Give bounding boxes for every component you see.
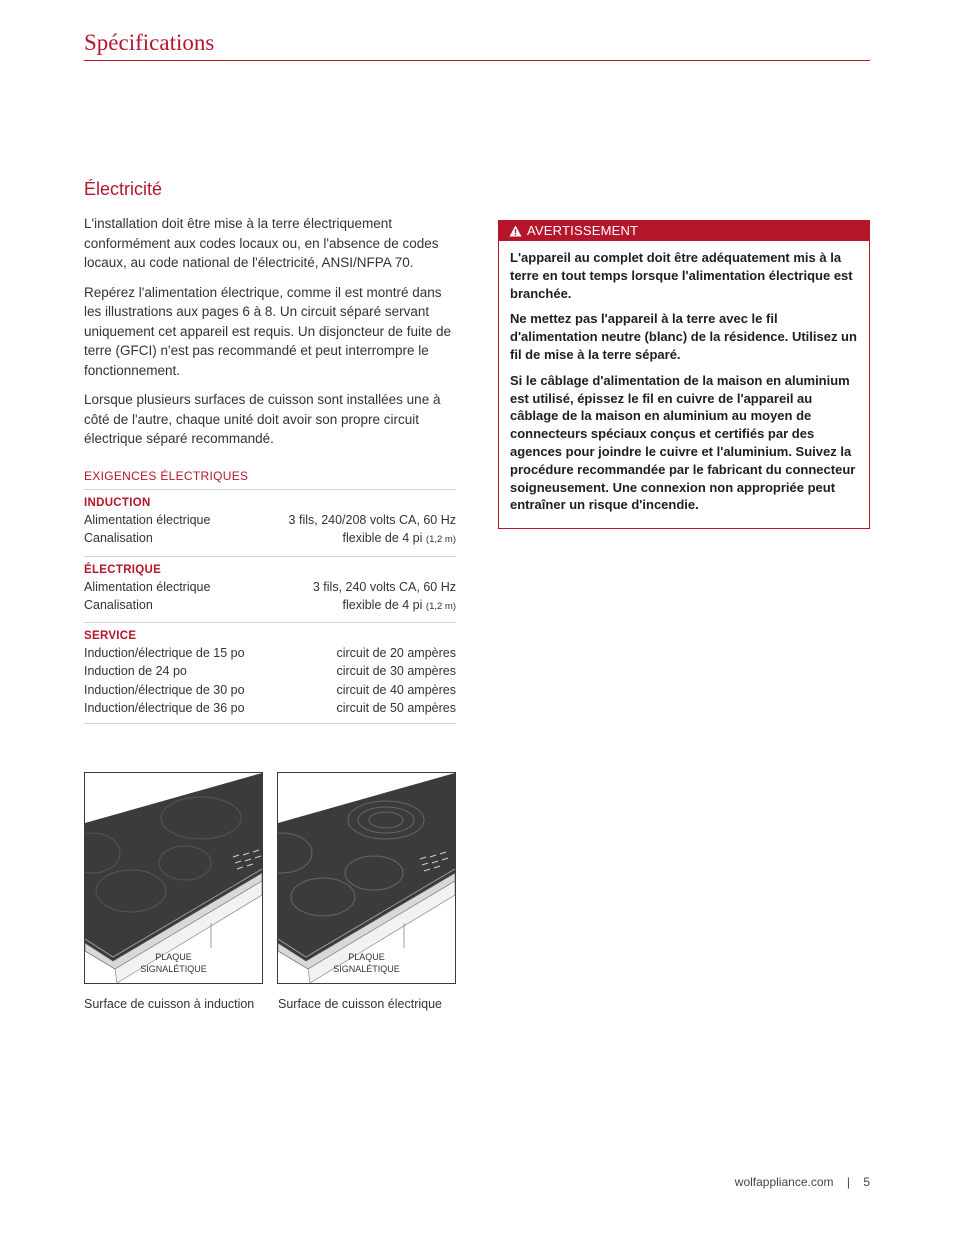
row-label: Alimentation électrique <box>84 513 211 527</box>
electric-group <box>84 557 456 624</box>
body-text <box>84 214 462 459</box>
table-row <box>84 529 456 549</box>
row-label: Induction de 24 po <box>84 664 187 679</box>
paragraph-grounding: L'installation doit être mise à la terre électriquement conformément aux codes locaux ou, en l'absence de codes locaux, au code national de l'électricité, ANSI/NFPA 70. <box>84 216 439 270</box>
warning-body <box>499 241 869 528</box>
row-note: (1,2 m) <box>425 534 456 546</box>
table-row <box>84 578 456 596</box>
footer-website-link[interactable]: wolfappliance.com <box>734 1175 834 1189</box>
group-title-electric: ÉLECTRIQUE <box>84 563 162 576</box>
page-footer <box>735 1175 870 1189</box>
page-title: Spécifications <box>84 30 215 55</box>
paragraph-power-location: Repérez l'alimentation électrique, comme il est montré dans les illustrations aux pages 6 à 8. Un circuit séparé servant uniquement cet appareil est requis. Un disjoncteur de fuite de terre (GFCI) n'est pas recommandé et peut interrompre le fonctionnement. <box>84 284 451 378</box>
induction-cooktop-figure <box>84 772 263 984</box>
nameplate-label: PLAQUE SIGNALÉTIQUE <box>140 952 207 974</box>
row-label: Canalisation <box>84 597 153 612</box>
warning-title: AVERTISSEMENT <box>527 223 639 238</box>
row-value: circuit de 30 ampères <box>336 664 456 679</box>
table-row <box>84 644 456 662</box>
paragraph-multiple-cooktops: Lorsque plusieurs surfaces de cuisson sont installées une à côté de l'autre, chaque unité doit avoir son propre circuit électrique séparé recommandé. <box>84 392 441 446</box>
row-value: flexible de 4 pi <box>342 531 423 546</box>
table-row <box>84 662 456 680</box>
warning-paragraph: L'appareil au complet doit être adéquatement mis à la terre en tout temps lorsque l'alimentation électrique est branchée. <box>510 250 853 301</box>
nameplate-label: PLAQUE SIGNALÉTIQUE <box>333 952 400 974</box>
row-value: circuit de 20 ampères <box>336 646 456 661</box>
warning-header <box>499 221 869 241</box>
group-title-service: SERVICE <box>84 630 137 643</box>
row-value-wrap <box>343 529 457 549</box>
warning-paragraph: Ne mettez pas l'appareil à la terre avec le fil d'alimentation neutre (blanc) de la résidence. Utilisez un fil de mise à la terre séparé. <box>510 311 857 362</box>
row-value: circuit de 40 ampères <box>336 682 456 697</box>
table-row <box>84 511 456 529</box>
warning-paragraph: Si le câblage d'alimentation de la maison en aluminium est utilisé, épissez le fil en cuivre de l'appareil au câblage de la maison en aluminium au moyen de connecteurs spéciaux conçus et certifiés par des agences pour joindre le cuivre et l'aluminium. Suivez la procédure recommandée par le fabricant du connecteur soigneusement. Une connexion non appropriée peut entraîner un risque d'incendie. <box>510 372 856 513</box>
row-value: 3 fils, 240 volts CA, 60 Hz <box>312 579 456 594</box>
electric-cooktop-figure <box>277 772 456 984</box>
requirements-heading: EXIGENCES ÉLECTRIQUES <box>84 469 456 490</box>
row-label: Canalisation <box>84 531 153 546</box>
row-value-wrap <box>343 596 457 616</box>
row-label: Induction/électrique de 15 po <box>84 646 245 661</box>
figure-caption: Surface de cuisson électrique <box>278 997 442 1011</box>
warning-box <box>498 220 870 529</box>
table-row <box>84 699 456 717</box>
row-value: 3 fils, 240/208 volts CA, 60 Hz <box>288 513 456 527</box>
page-number: 5 <box>863 1175 870 1189</box>
footer-separator: | <box>846 1175 850 1189</box>
warning-triangle-icon <box>509 225 522 237</box>
row-label: Induction/électrique de 36 po <box>84 701 245 716</box>
section-title: Électricité <box>84 179 163 199</box>
row-value: circuit de 50 ampères <box>336 701 456 716</box>
row-note: (1,2 m) <box>425 600 456 612</box>
title-rule <box>84 60 870 61</box>
induction-group <box>84 490 456 557</box>
electrical-requirements-table <box>84 469 456 724</box>
group-title-induction: INDUCTION <box>84 497 151 509</box>
table-row <box>84 596 456 616</box>
figure-caption: Surface de cuisson à induction <box>84 997 255 1011</box>
row-value: flexible de 4 pi <box>342 597 423 612</box>
row-label: Induction/électrique de 30 po <box>84 682 245 697</box>
row-label: Alimentation électrique <box>84 579 211 594</box>
table-row <box>84 681 456 699</box>
service-group <box>84 623 456 724</box>
